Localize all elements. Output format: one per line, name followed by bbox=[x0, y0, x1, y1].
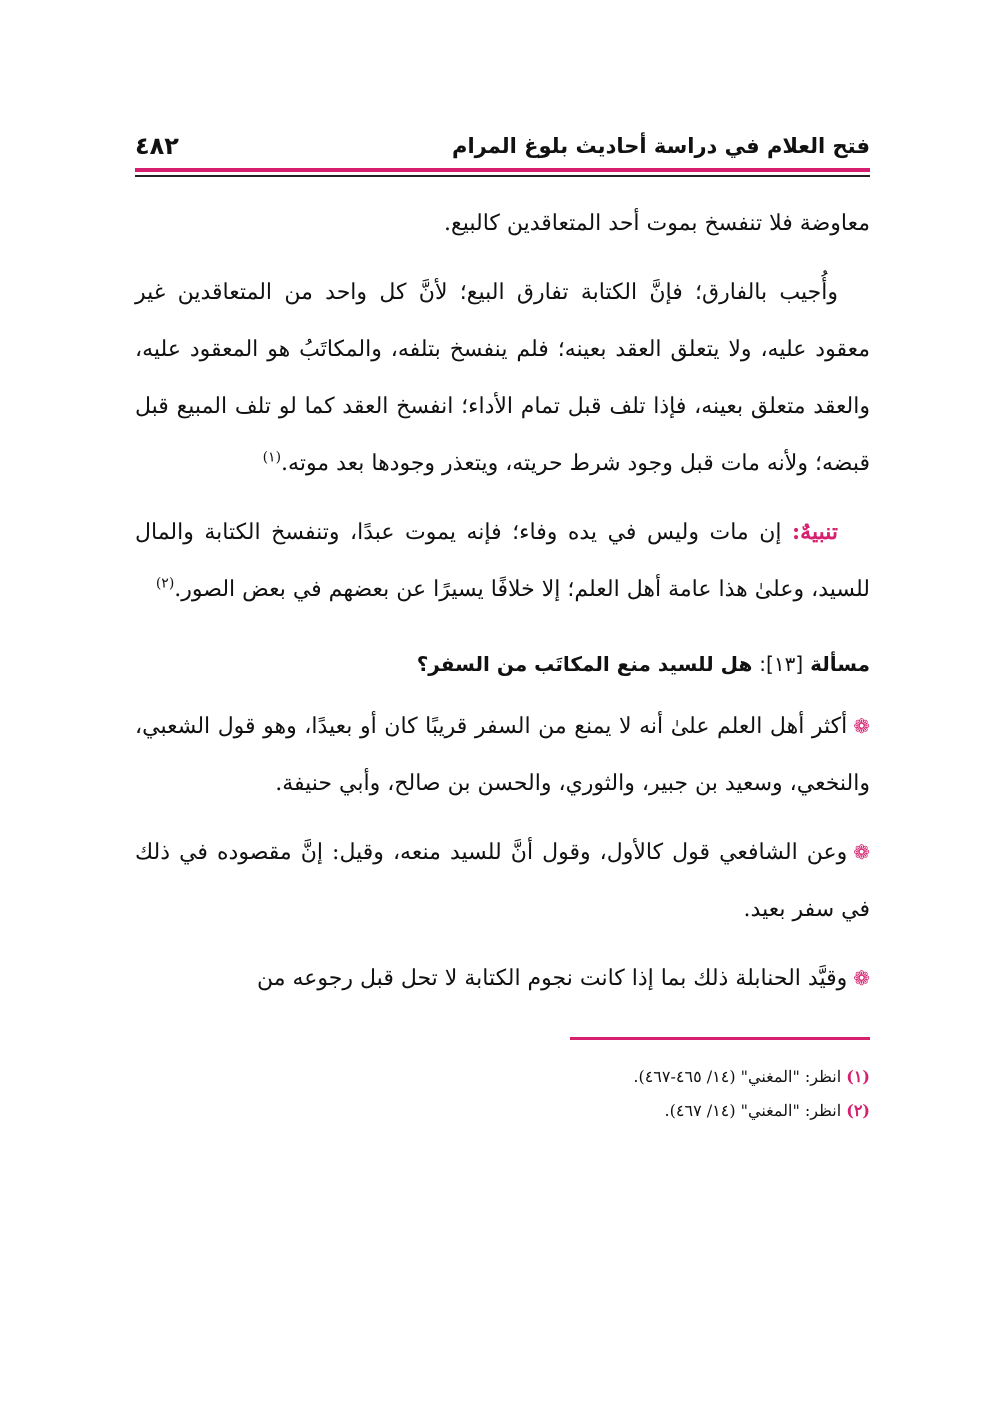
header-rule-pink bbox=[135, 168, 870, 172]
bullet-item-1 bbox=[135, 698, 870, 812]
footnote-ref-2[interactable]: (٢) bbox=[155, 575, 175, 592]
bullet-item-3-text: وقيَّد الحنابلة ذلك بما إذا كانت نجوم الكتابة لا تحل قبل رجوعه من bbox=[256, 966, 848, 991]
page bbox=[135, 126, 870, 1128]
paragraph-3 bbox=[135, 504, 870, 618]
book-title: فتح العلام في دراسة أحاديث بلوغ المرام bbox=[452, 134, 870, 158]
flower-bullet-icon: ❁ bbox=[853, 840, 870, 864]
paragraph-1-text: معاوضة فلا تنفسخ بموت أحد المتعاقدين كالبيع. bbox=[444, 211, 870, 236]
footnote-2-text: انظر: "المغني" (١٤/ ٤٦٧). bbox=[664, 1101, 842, 1120]
running-header bbox=[135, 126, 870, 166]
paragraph-1 bbox=[135, 195, 870, 252]
note-label: تنبيهٌ: bbox=[792, 519, 838, 545]
footnote-1-text: انظر: "المغني" (١٤/ ٤٦٥-٤٦٧). bbox=[633, 1067, 842, 1086]
paragraph-3-text: إن مات وليس في يده وفاء؛ فإنه يموت عبدًا، وتنفسخ الكتابة والمال للسيد، وعلىٰ هذا عامة أهل العلم؛ إلا خلافًا يسيرًا عن بعضهم في بعض الصور. bbox=[135, 520, 870, 602]
bullet-item-2-text: وعن الشافعي قول كالأول، وقول أنَّ للسيد منعه، وقيل: إنَّ مقصوده في ذلك في سفر بعيد. bbox=[135, 840, 870, 922]
bullet-item-3 bbox=[135, 950, 870, 1007]
issue-question: هل للسيد منع المكاتَب من السفر؟ bbox=[416, 652, 753, 676]
footnote-ref-1[interactable]: (١) bbox=[262, 449, 282, 466]
flower-bullet-icon: ❁ bbox=[853, 966, 870, 990]
body-text bbox=[135, 195, 870, 1007]
footnote-2-number: (٢) bbox=[846, 1101, 870, 1120]
footnote-2 bbox=[135, 1094, 870, 1128]
footnote-separator bbox=[570, 1037, 870, 1040]
page-number: ٤٨٢ bbox=[135, 132, 179, 160]
footnote-1 bbox=[135, 1060, 870, 1094]
footnotes bbox=[135, 1060, 870, 1128]
issue-heading bbox=[135, 644, 870, 684]
header-rule-black bbox=[135, 175, 870, 177]
paragraph-2-text: وأُجيب بالفارق؛ فإنَّ الكتابة تفارق البيع؛ لأنَّ كل واحد من المتعاقدين غير معقود عليه، ولا يتعلق العقد بعينه؛ فلم ينفسخ بتلفه، والمكاتَبُ هو المعقود عليه، والعقد متعلق بعينه، فإذا تلف قبل تمام الأداء؛ انفسخ العقد كما لو تلف المبيع قبل قبضه؛ ولأنه مات قبل وجود شرط حريته، ويتعذر وجودها بعد موته. bbox=[135, 280, 870, 476]
footnote-1-number: (١) bbox=[846, 1067, 870, 1086]
paragraph-2 bbox=[135, 264, 870, 492]
bullet-item-1-text: أكثر أهل العلم علىٰ أنه لا يمنع من السفر قريبًا كان أو بعيدًا، وهو قول الشعبي، والنخعي، وسعيد بن جبير، والثوري، والحسن بن صالح، وأبي حنيفة. bbox=[135, 714, 870, 796]
flower-bullet-icon: ❁ bbox=[853, 714, 871, 738]
issue-number: [١٣]: bbox=[759, 652, 804, 676]
issue-label: مسألة bbox=[810, 652, 870, 676]
bullet-item-2 bbox=[135, 824, 870, 938]
